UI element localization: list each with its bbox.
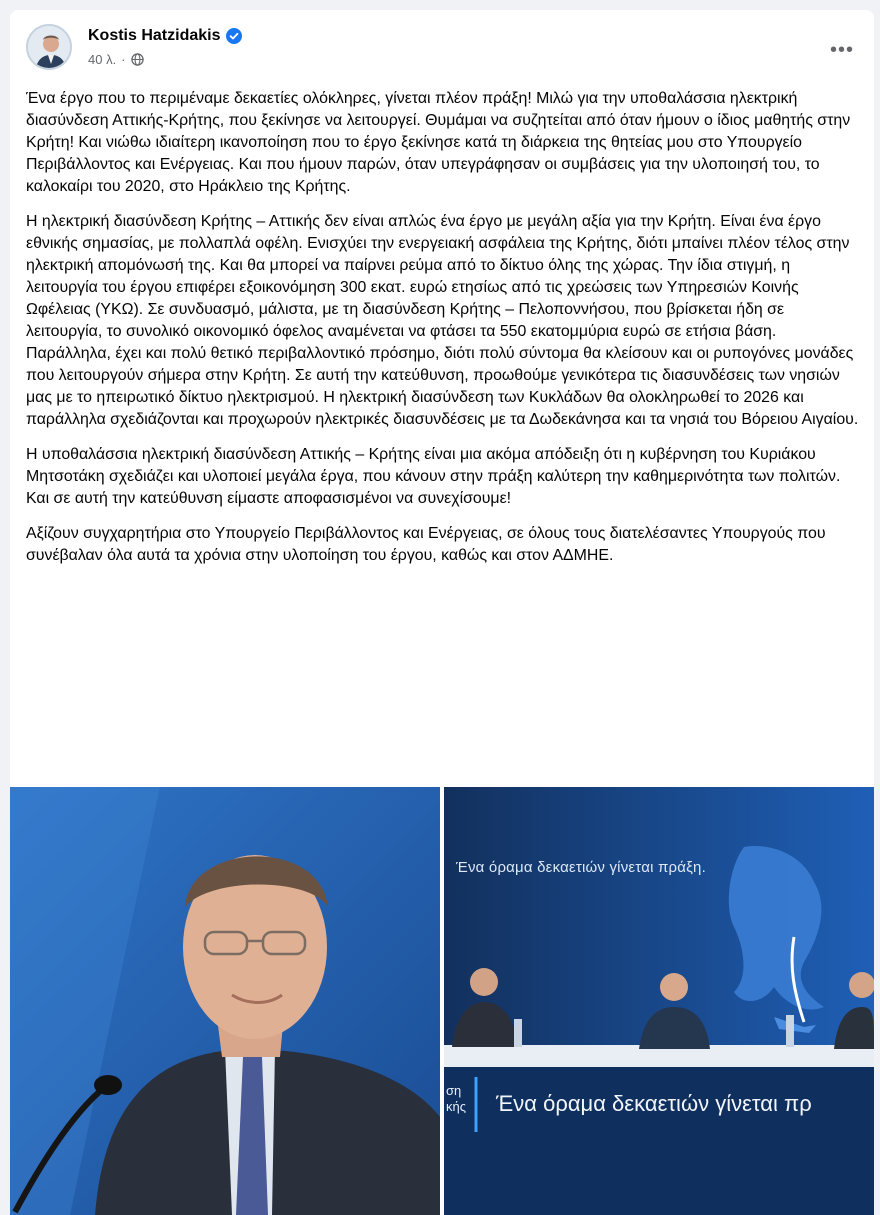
more-options-icon: ••• <box>829 38 854 61</box>
author-line <box>88 27 242 45</box>
avatar-image <box>28 26 72 70</box>
event-image <box>444 787 874 1215</box>
author-avatar[interactable] <box>26 24 72 70</box>
post-header <box>10 10 874 80</box>
separator-dot: · <box>121 52 126 67</box>
event-banner-side: ση κής <box>446 1083 466 1114</box>
globe-icon[interactable] <box>131 53 144 66</box>
author-name[interactable]: Kostis Hatzidakis <box>88 27 221 44</box>
post-paragraph-1: Ένα έργο που το περιμέναμε δεκαετίες ολόκληρες, γίνεται πλέον πράξη! Μιλώ για την υποθαλάσσια ηλεκτρική διασύνδεση Αττικής-Κρήτης, που ξεκίνησε να λειτουργεί. Θυμάμαι να συζητείται από όταν ήμουν ο ίδιος μαθητής στην Κρήτη! Και νιώθω ιδιαίτερη ικανοποίηση που το έργο ξεκίνησε κατά τη διάρκεια της θητείας μου στο Υπουργείο Περιβάλλοντος και Ενέργειας. Και που ήμουν παρών, όταν υπεγράφησαν οι συμβάσεις για την υλοποιησή του, το καλοκαίρι του 2020, στο Ηράκλειο της Κρήτης. <box>26 90 851 195</box>
portrait-image <box>10 787 440 1215</box>
post-card <box>10 10 874 1215</box>
event-slogan-top: Ένα όραμα δεκαετιών γίνεται πράξη. <box>456 859 706 876</box>
post-paragraph-4: Αξίζουν συγχαρητήρια στο Υπουργείο Περιβάλλοντος και Ενέργειας, σε όλους τους διατελέσαντες Υπουργούς που συνέβαλαν όλα αυτά τα χρόνια στην υλοποίηση του έργου, καθώς και στον ΑΔΜΗΕ. <box>26 525 826 564</box>
post-timestamp[interactable]: 40 λ. <box>88 52 117 67</box>
post-body <box>26 88 860 580</box>
more-options-button[interactable] <box>824 32 860 68</box>
photo-event[interactable] <box>444 787 874 1215</box>
post-meta <box>88 52 144 67</box>
event-slogan-bottom: Ένα όραμα δεκαετιών γίνεται πρ <box>496 1091 812 1116</box>
post-photos <box>10 787 874 1215</box>
post-paragraph-3: Η υποθαλάσσια ηλεκτρική διασύνδεση Αττικής – Κρήτης είναι μια ακόμα απόδειξη ότι η κυβέρνηση του Κυριάκου Μητσοτάκη σχεδιάζει και υλοποιεί μεγάλα έργα, που κάνουν στην πράξη καλύτερη την καθημερινότητα των πολιτών. Και σε αυτή την κατεύθυνση είμαστε αποφασισμένοι να συνεχίσουμε! <box>26 446 841 507</box>
post-paragraph-2: Η ηλεκτρική διασύνδεση Κρήτης – Αττικής δεν είναι απλώς ένα έργο με μεγάλη αξία για την Κρήτη. Είναι ένα έργο εθνικής σημασίας, με πολλαπλά οφέλη. Ενισχύει την ενεργειακή ασφάλεια της Κρήτης, διότι μπαίνει πλέον τέλος στην ηλεκτρική απομόνωσή της. Και θα μπορεί να παίρνει ρεύμα από το δίκτυο όλης της χώρας. Την ίδια στιγμή, η λειτουργία του έργου επιφέρει εξοικονόμηση 300 εκατ. ευρώ ετησίως από τις χρεώσεις των Υπηρεσιών Κοινής Ωφέλειας (ΥΚΩ). Σε συνδυασμό, μάλιστα, με τη διασύνδεση Κρήτης – Πελοποννήσου, που βρίσκεται ήδη σε λειτουργία, το συνολικό οικονομικό όφελος αναμένεται να φτάσει τα 550 εκατομμύρια ευρώ σε ετήσια βάση. Παράλληλα, έχει και πολύ θετικό περιβαλλοντικό πρόσημο, διότι πολύ σύντομα θα κλείσουν και οι ρυπογόνες μονάδες που λειτουργούν σήμερα στην Κρήτη. Σε αυτή την κατεύθυνση, προωθούμε γενικότερα τις διασυνδέσεις των νησιών μας με το ηπειρωτικό δίκτυο ηλεκτρισμού. Η ηλεκτρική διασύνδεση των Κυκλάδων θα ολοκληρωθεί το 2026 και παράλληλα σχεδιάζονται και προχωρούν ηλεκτρικές διασυνδέσεις με τα Δωδεκάνησα και τα νησιά του Βόρειου Αιγαίου. <box>26 213 859 428</box>
verified-badge-icon <box>226 28 242 44</box>
photo-portrait[interactable] <box>10 787 440 1215</box>
